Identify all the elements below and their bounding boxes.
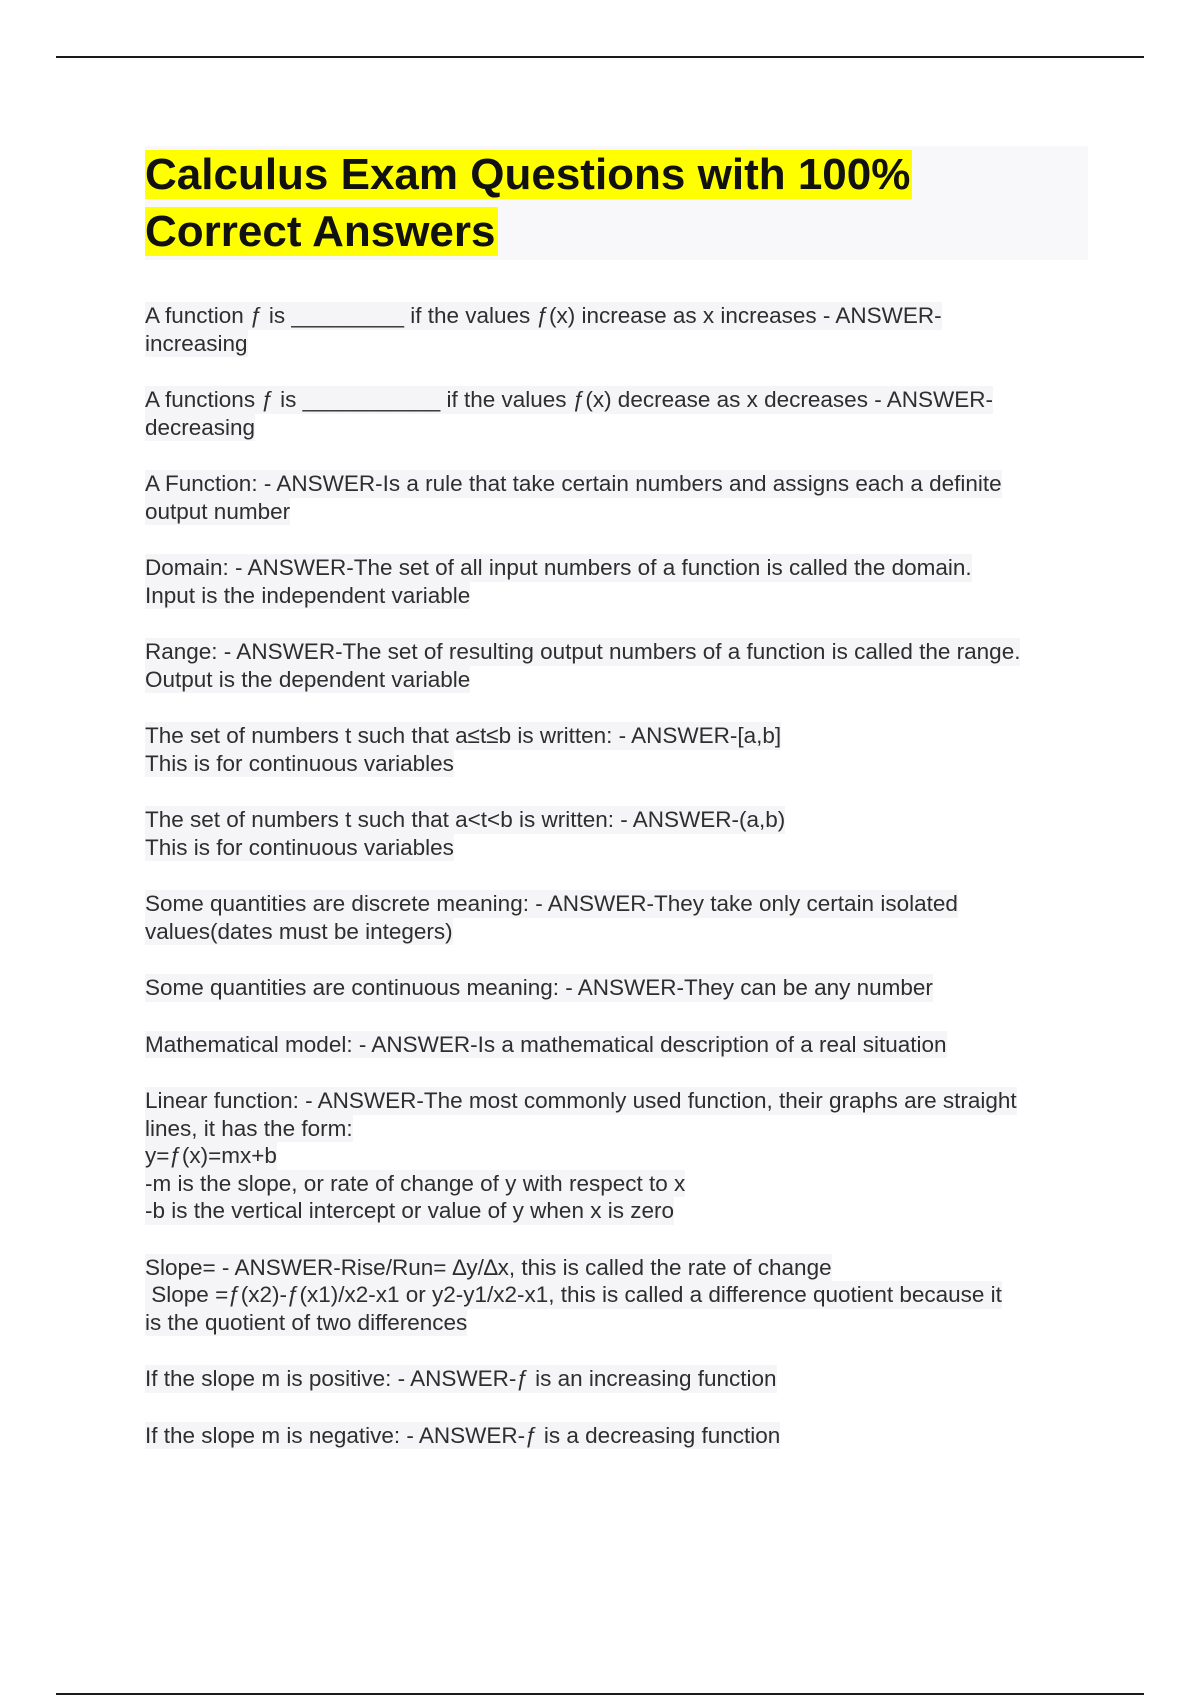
qa-line: Some quantities are discrete meaning: - ANSWER-They take only certain isolated [145,891,958,916]
top-divider [56,56,1144,58]
qa-entry [145,1031,1088,1059]
document-body [145,146,1088,1478]
qa-line: Linear function: - ANSWER-The most commonly used function, their graphs are straight [145,1088,1017,1113]
qa-line: lines, it has the form: [145,1115,353,1141]
qa-line: Domain: - ANSWER-The set of all input numbers of a function is called the domain. [145,555,972,580]
qa-entry [145,386,1088,441]
qa-line: A function ƒ is _________ if the values ƒ(x) increase as x increases - ANSWER- [145,303,942,328]
qa-line: A Function: - ANSWER-Is a rule that take certain numbers and assigns each a definite [145,471,1002,496]
qa-line: increasing [145,330,248,356]
qa-line: Mathematical model: - ANSWER-Is a mathematical description of a real situation [145,1031,947,1057]
qa-line: -b is the vertical intercept or value of y when x is zero [145,1198,674,1223]
qa-line: y=ƒ(x)=mx+b [145,1143,277,1168]
qa-entry [145,722,1088,777]
qa-line: Slope= - ANSWER-Rise/Run= ∆y/∆x, this is called the rate of change [145,1254,832,1280]
qa-line: A functions ƒ is ___________ if the values ƒ(x) decrease as x decreases - ANSWER- [145,387,993,412]
qa-line: is the quotient of two differences [145,1309,468,1335]
qa-line: Range: - ANSWER-The set of resulting output numbers of a function is called the range. [145,639,1021,664]
qa-list [145,302,1088,1449]
title-line-2: Correct Answers [145,207,496,256]
document-title [145,146,1088,260]
qa-entry [145,974,1088,1002]
qa-line: values(dates must be integers) [145,918,453,944]
qa-entry [145,806,1088,861]
qa-entry [145,1087,1088,1225]
qa-line: Input is the independent variable [145,582,471,608]
qa-line: Some quantities are continuous meaning: - ANSWER-They can be any number [145,975,933,1000]
qa-line: -m is the slope, or rate of change of y with respect to x [145,1170,686,1196]
qa-entry [145,890,1088,945]
qa-line: If the slope m is positive: - ANSWER-ƒ is an increasing function [145,1366,777,1391]
qa-line: If the slope m is negative: - ANSWER-ƒ is a decreasing function [145,1422,781,1448]
bottom-divider [56,1693,1144,1695]
qa-line: Output is the dependent variable [145,666,471,692]
qa-line: The set of numbers t such that a≤t≤b is written: - ANSWER-[a,b] [145,723,782,748]
title-block [145,146,1088,260]
qa-line: decreasing [145,414,256,440]
qa-entry [145,638,1088,693]
title-line-1: Calculus Exam Questions with 100% [145,150,911,199]
qa-entry [145,470,1088,525]
qa-entry [145,554,1088,609]
qa-line: output number [145,498,291,524]
qa-entry [145,1422,1088,1450]
qa-entry [145,1365,1088,1393]
qa-line: The set of numbers t such that a<t<b is written: - ANSWER-(a,b) [145,807,786,832]
qa-line: This is for continuous variables [145,834,454,860]
qa-entry [145,302,1088,357]
qa-line: Slope =ƒ(x2)-ƒ(x1)/x2-x1 or y2-y1/x2-x1, this is called a difference quotient because it [145,1282,1002,1307]
qa-line: This is for continuous variables [145,750,454,776]
qa-entry [145,1254,1088,1337]
